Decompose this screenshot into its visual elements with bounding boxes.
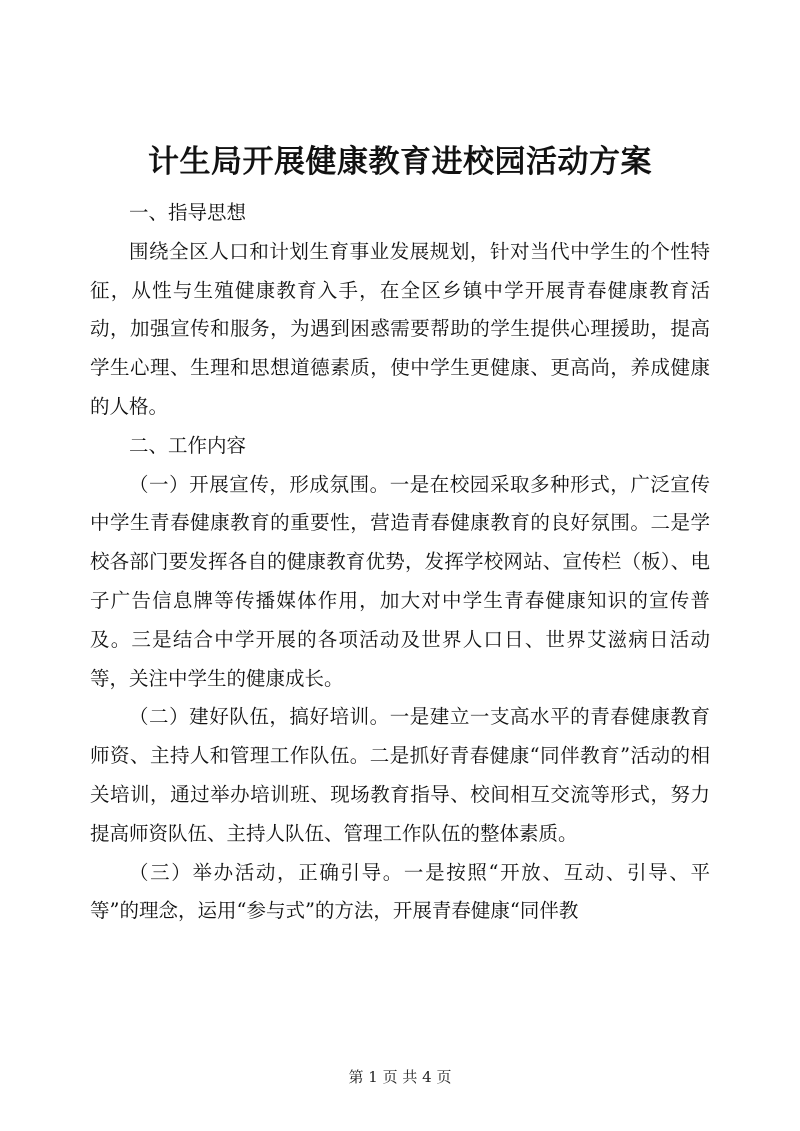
document-body — [90, 194, 710, 931]
paragraph-activities: （三）举办活动，正确引导。一是按照“开放、互动、引导、平等”的理念，运用“参与式”的方法，开展青春健康“同伴教 — [90, 860, 710, 923]
section-heading-work-content: 二、工作内容 — [129, 433, 247, 457]
section-heading-guiding-thought: 一、指导思想 — [129, 201, 247, 224]
paragraph-guiding-thought: 围绕全区人口和计划生育事业发展规划，针对当代中学生的个性特征，从性与生殖健康教育入手，在全区乡镇中学开展青春健康教育活动，加强宣传和服务，为遇到困惑需要帮助的学生提供心理援助，提高学生心理、生理和思想道德素质，使中学生更健康、更高尚，养成健康的人格。 — [90, 239, 710, 418]
paragraph-team-training: （二）建好队伍，搞好培训。一是建立一支高水平的青春健康教育师资、主持人和管理工作队伍。二是抓好青春健康“同伴教育”活动的相关培训，通过举办培训班、现场教育指导、校间相互交流等形式，努力提高师资队伍、主持人队伍、管理工作队伍的整体素质。 — [90, 705, 710, 845]
document-title: 计生局开展健康教育进校园活动方案 — [148, 144, 652, 180]
paragraph-publicity: （一）开展宣传，形成氛围。一是在校园采取多种形式，广泛宣传中学生青春健康教育的重要性，营造青春健康教育的良好氛围。二是学校各部门要发挥各自的健康教育优势，发挥学校网站、宣传栏（板）、电子广告信息牌等传播媒体作用，加大对中学生青春健康知识的宣传普及。三是结合中学开展的各项活动及世界人口日、世界艾滋病日活动等，关注中学生的健康成长。 — [90, 472, 710, 690]
page-number: 第 1 页 共 4 页 — [348, 1068, 452, 1086]
